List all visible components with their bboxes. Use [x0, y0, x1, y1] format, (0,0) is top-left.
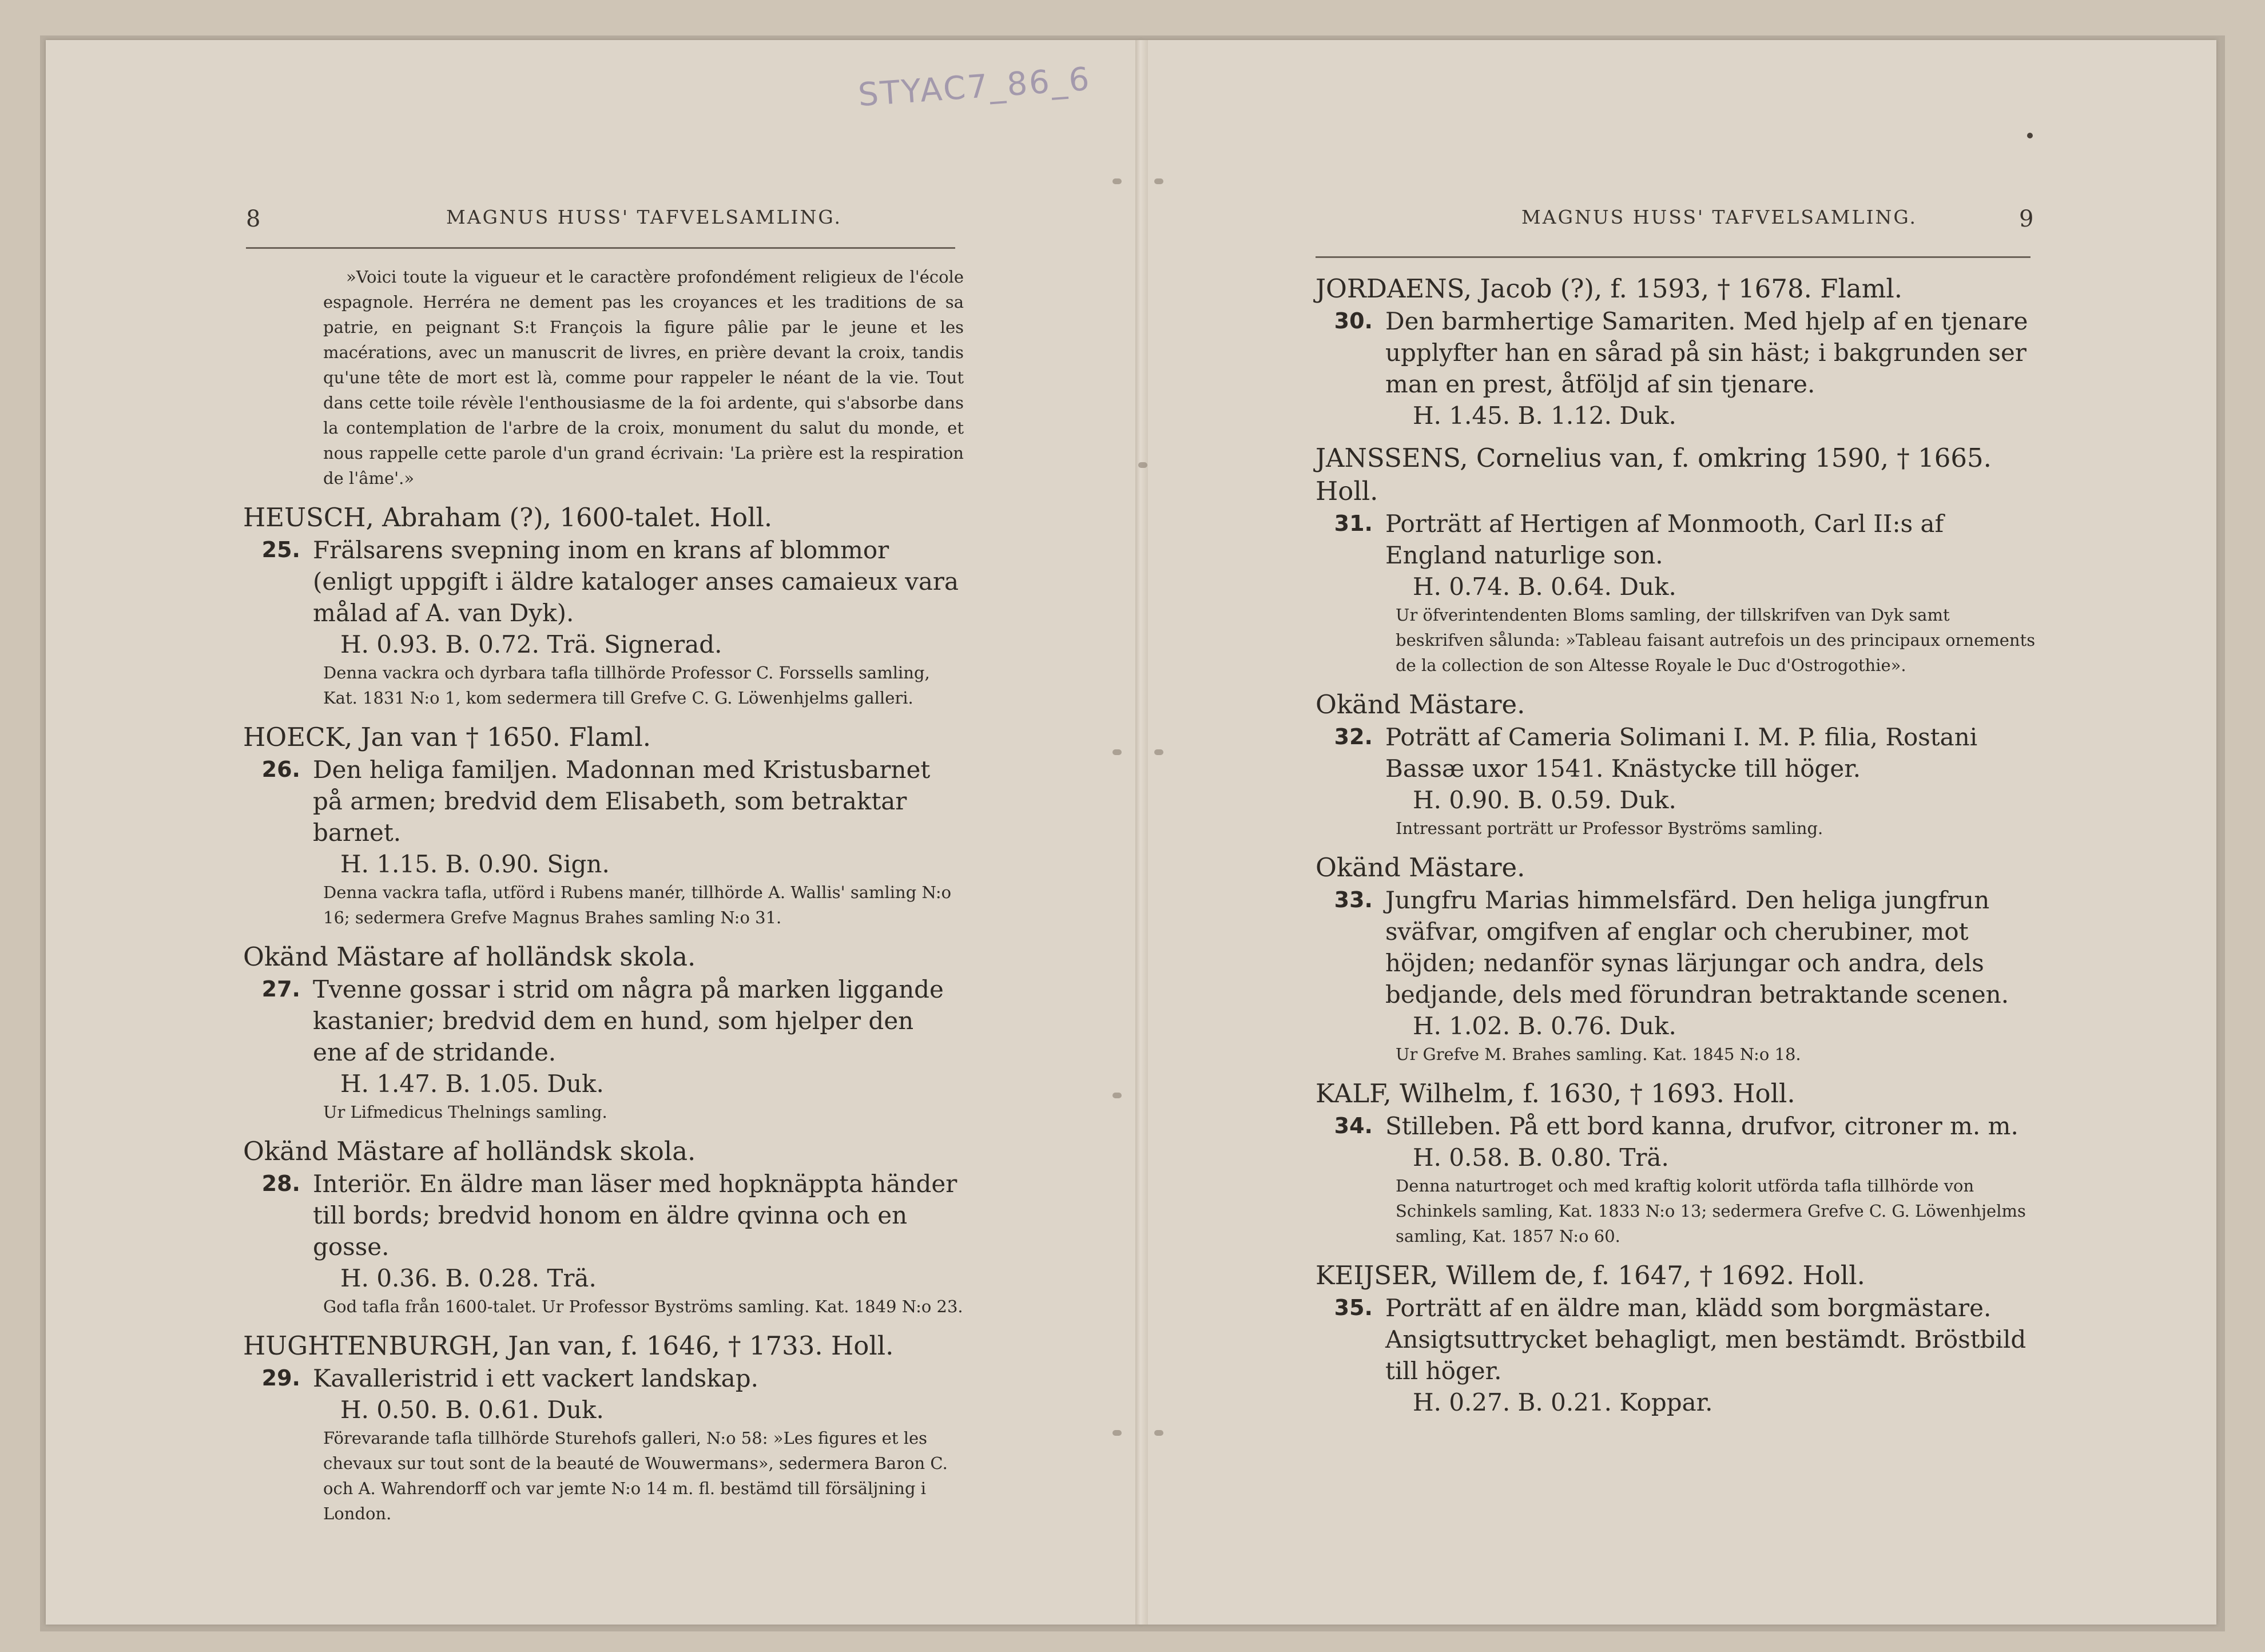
- painting-entry: [243, 1168, 964, 1262]
- staple-hole: [1112, 1430, 1122, 1436]
- artist-heading: HOECK, Jan van † 1650. Flaml.: [243, 722, 651, 752]
- right-page-number: 9: [2019, 206, 2034, 232]
- left-running-header: MAGNUS HUSS' TAFVELSAMLING.: [446, 206, 843, 228]
- painting-title: Den heliga familjen. Madonnan med Kristusbarnet på armen; bredvid dem Elisabeth, som betraktar barnet.: [313, 756, 931, 847]
- painting-title: Stilleben. På ett bord kanna, drufvor, citroner m. m.: [1385, 1112, 2018, 1140]
- entry-number: 26.: [261, 757, 300, 782]
- painting-entry: [1316, 508, 2036, 571]
- entry-number: 32.: [1334, 724, 1373, 749]
- catalogue-entry: [243, 501, 964, 710]
- book-gutter: [1135, 40, 1148, 1625]
- painting-dimensions: H. 0.74. B. 0.64. Duk.: [1413, 573, 1676, 601]
- left-page-number: 8: [246, 206, 261, 232]
- staple-hole: [1112, 178, 1122, 184]
- ink-speck: [2027, 133, 2033, 138]
- painting-dimensions: H. 0.27. B. 0.21. Koppar.: [1413, 1388, 1713, 1416]
- painting-dimensions: H. 1.47. B. 1.05. Duk.: [340, 1070, 604, 1098]
- provenance-note: Ur Lifmedicus Thelnings samling.: [323, 1102, 607, 1122]
- entry-number: 33.: [1334, 887, 1373, 912]
- artist-heading: Okänd Mästare.: [1316, 689, 1525, 720]
- painting-dimensions: H. 0.50. B. 0.61. Duk.: [340, 1396, 604, 1424]
- painting-dimensions: H. 0.93. B. 0.72. Trä. Signerad.: [340, 630, 722, 658]
- painting-title: Den barmhertige Samariten. Med hjelp af en tjenare upplyfter han en sårad på sin häst; i bakgrunden ser man en prest, åtföljd af sin tjenare.: [1385, 307, 2028, 398]
- right-text-column: [1316, 262, 2036, 1418]
- painting-entry: [1316, 884, 2036, 1010]
- painting-title: Porträtt af Hertigen af Monmooth, Carl II:s af England naturlige son.: [1385, 510, 1944, 569]
- painting-title: Interiör. En äldre man läser med hopknäppta händer till bords; bredvid honom en äldre qvinna och en gosse.: [313, 1170, 957, 1261]
- painting-dimensions: H. 1.15. B. 0.90. Sign.: [340, 850, 610, 878]
- entry-number: 25.: [261, 537, 300, 562]
- entry-number: 28.: [261, 1171, 300, 1196]
- left-catalogue-entries: [243, 501, 964, 1526]
- provenance-note: Ur öfverintendenten Bloms samling, der tillskrifven van Dyk samt beskrifven sålunda: »Tableau faisant autrefois un des principaux ornements de la collection de son Altesse Royale le Duc d'Ostrogothie».: [1396, 605, 2036, 675]
- staple-hole: [1112, 749, 1122, 755]
- provenance-note: Intressant porträtt ur Professor Byströms samling.: [1396, 819, 1823, 838]
- artist-heading: HEUSCH, Abraham (?), 1600-talet. Holl.: [243, 502, 773, 533]
- catalogue-entry: [1316, 1259, 2036, 1418]
- entry-number: 29.: [261, 1365, 300, 1391]
- staple-hole: [1138, 462, 1147, 468]
- artist-heading: HUGHTENBURGH, Jan van, f. 1646, † 1733. Holl.: [243, 1331, 894, 1361]
- artist-heading: JORDAENS, Jacob (?), f. 1593, † 1678. Flaml.: [1316, 273, 1903, 304]
- catalogue-entry: [1316, 1077, 2036, 1249]
- artist-heading: JANSSENS, Cornelius van, f. omkring 1590, † 1665. Holl.: [1316, 443, 1992, 506]
- painting-entry: [1316, 1292, 2036, 1387]
- catalogue-entry: [1316, 272, 2036, 431]
- provenance-note: God tafla från 1600-talet. Ur Professor Byströms samling. Kat. 1849 N:o 23.: [323, 1297, 963, 1316]
- entry-number: 35.: [1334, 1295, 1373, 1320]
- catalogue-entry: [1316, 442, 2036, 678]
- catalogue-entry: [243, 721, 964, 930]
- painting-entry: [1316, 1110, 2036, 1142]
- painting-entry: [243, 1363, 964, 1394]
- right-catalogue-entries: [1316, 272, 2036, 1418]
- painting-entry: [243, 974, 964, 1068]
- painting-entry: [1316, 305, 2036, 400]
- staple-hole: [1154, 1430, 1163, 1436]
- painting-title: Porträtt af en äldre man, klädd som borgmästare. Ansigtsuttrycket behagligt, men bestämdt. Bröstbild till höger.: [1385, 1294, 2026, 1385]
- painting-dimensions: H. 0.90. B. 0.59. Duk.: [1413, 786, 1676, 814]
- left-text-column: [243, 264, 964, 1526]
- artist-heading: KALF, Wilhelm, f. 1630, † 1693. Holl.: [1316, 1078, 1795, 1109]
- french-quote: »Voici toute la vigueur et le caractère profondément religieux de l'école espagnole. Herréra ne dement pas les croyances et les traditions de sa patrie, en peignant S:t François la figure pâlie par le jeune et les macérations, avec un manuscrit de livres, en prière devant la croix, tandis qu'une tête de mort est là, comme pour rappeler le néant de la vie. Tout dans cette toile révèle l'enthousiasme de la foi ardente, qui s'absorbe dans la contemplation de l'arbre de la croix, monument du salut du monde, et nous rappelle cette parole d'un grand écrivain: 'La prière est la respiration de l'âme'.»: [323, 267, 964, 488]
- artist-heading: Okänd Mästare.: [1316, 852, 1525, 883]
- staple-hole: [1112, 1093, 1122, 1098]
- painting-title: Kavalleristrid i ett vackert landskap.: [313, 1364, 758, 1392]
- artist-heading: Okänd Mästare af holländsk skola.: [243, 942, 696, 972]
- catalogue-entry: [1316, 851, 2036, 1067]
- painting-dimensions: H. 1.02. B. 0.76. Duk.: [1413, 1012, 1676, 1040]
- provenance-note: Denna vackra och dyrbara tafla tillhörde Professor C. Forssells samling, Kat. 1831 N:o 1, kom sedermera till Grefve C. G. Löwenhjelms galleri.: [323, 663, 930, 708]
- right-header-rule: [1316, 256, 2030, 258]
- archive-stamp: STYAC7_86_6: [857, 60, 1092, 114]
- artist-heading: Okänd Mästare af holländsk skola.: [243, 1136, 696, 1166]
- provenance-note: Denna naturtroget och med kraftig kolorit utförda tafla tillhörde von Schinkels samling, Kat. 1833 N:o 13; sedermera Grefve C. G. Löwenhjelms samling, Kat. 1857 N:o 60.: [1396, 1176, 2026, 1246]
- provenance-note: Förevarande tafla tillhörde Sturehofs galleri, N:o 58: »Les figures et les chevaux sur tout sont de la beauté de Wouwermans», sedermera Baron C. och A. Wahrendorff och var jemte N:o 14 m. fl. bestämd till försäljning i London.: [323, 1428, 948, 1523]
- artist-heading: KEIJSER, Willem de, f. 1647, † 1692. Holl.: [1316, 1260, 1865, 1290]
- painting-dimensions: H. 1.45. B. 1.12. Duk.: [1413, 402, 1676, 430]
- catalogue-entry: [1316, 688, 2036, 841]
- catalogue-entry: [243, 1135, 964, 1319]
- painting-entry: [1316, 721, 2036, 784]
- staple-hole: [1154, 749, 1163, 755]
- entry-number: 31.: [1334, 511, 1373, 536]
- painting-title: Frälsarens svepning inom en krans af blommor (enligt uppgift i äldre kataloger anses camaieux vara målad af A. van Dyk).: [313, 536, 959, 627]
- painting-title: Poträtt af Cameria Solimani I. M. P. filia, Rostani Bassæ uxor 1541. Knästycke till höger.: [1385, 723, 1978, 783]
- painting-dimensions: H. 0.58. B. 0.80. Trä.: [1413, 1143, 1669, 1172]
- provenance-note: Ur Grefve M. Brahes samling. Kat. 1845 N:o 18.: [1396, 1045, 1801, 1064]
- entry-number: 30.: [1334, 308, 1373, 333]
- provenance-note: Denna vackra tafla, utförd i Rubens manér, tillhörde A. Wallis' samling N:o 16; sedermera Grefve Magnus Brahes samling N:o 31.: [323, 883, 952, 927]
- entry-number: 27.: [261, 976, 300, 1002]
- painting-entry: [243, 754, 964, 848]
- painting-dimensions: H. 0.36. B. 0.28. Trä.: [340, 1264, 597, 1292]
- painting-title: Tvenne gossar i strid om några på marken liggande kastanier; bredvid dem en hund, som hjelper den ene af de stridande.: [313, 975, 944, 1066]
- painting-title: Jungfru Marias himmelsfärd. Den heliga jungfrun sväfvar, omgifven af englar och cherubiner, mot höjden; nedanför synas lärjungar och andra, dels bedjande, dels med förundran betraktande scenen.: [1385, 886, 2009, 1008]
- left-header-rule: [246, 247, 955, 249]
- staple-hole: [1154, 178, 1163, 184]
- painting-entry: [243, 534, 964, 629]
- right-running-header: MAGNUS HUSS' TAFVELSAMLING.: [1521, 206, 1918, 228]
- entry-number: 34.: [1334, 1113, 1373, 1138]
- catalogue-entry: [243, 1329, 964, 1526]
- catalogue-entry: [243, 940, 964, 1125]
